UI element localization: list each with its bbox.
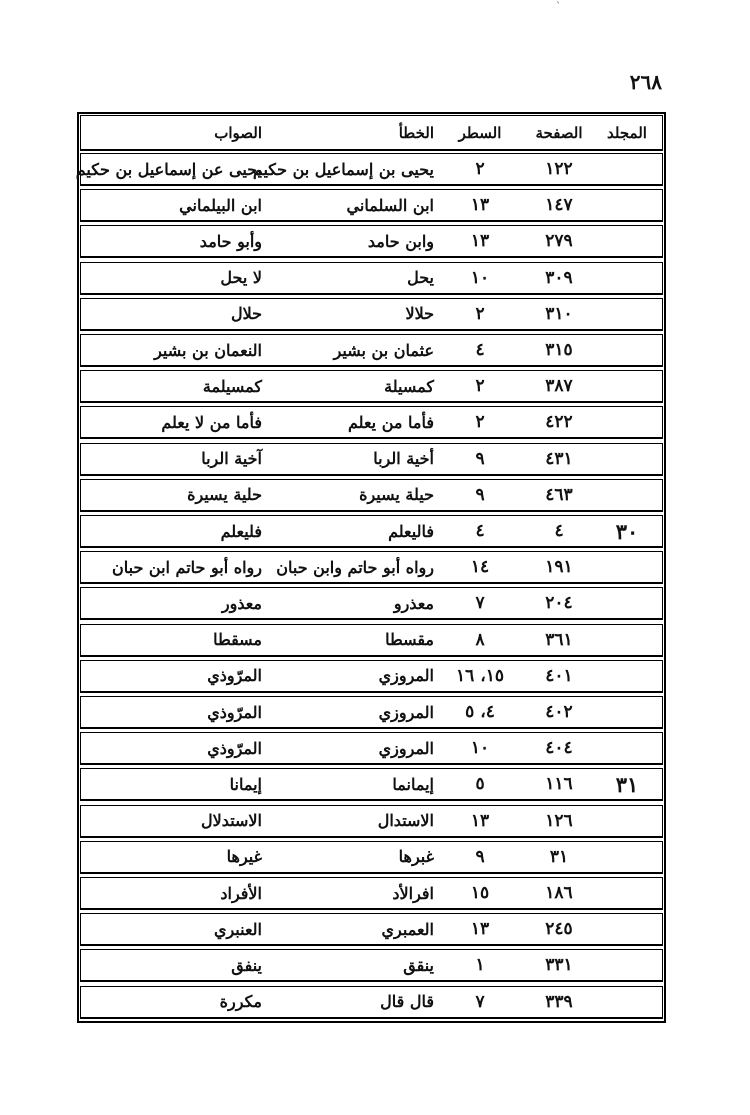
table-row: [80, 189, 663, 222]
table-row: [80, 587, 663, 620]
cell-volume: ٣٠: [615, 518, 639, 544]
cell-volume: [600, 335, 654, 365]
cell-page: ٤٦٣: [545, 484, 573, 505]
table-row: [80, 841, 663, 874]
cell-line: ١٣: [470, 919, 490, 940]
cell-correction: العنبري: [213, 919, 262, 939]
cell-error: فأما من يعلم: [348, 412, 434, 432]
cell-error: قال قال: [380, 992, 434, 1012]
cell-error: ابن السلماني: [346, 195, 434, 215]
cell-correction: المرّوذي: [207, 702, 262, 722]
cell-page: ٣١٠: [545, 303, 573, 324]
cell-line: ١٣: [470, 195, 490, 216]
header-volume: المجلد: [607, 123, 647, 142]
cell-error: الاستدال: [377, 811, 434, 831]
cell-correction: مكررة: [219, 992, 262, 1012]
cell-correction: فأما من لا يعلم: [161, 412, 262, 432]
table-row: [75, 153, 663, 186]
table-row: [80, 768, 663, 801]
cell-page: ١٨٦: [545, 883, 573, 903]
cell-error: عثمان بن بشير: [333, 340, 434, 360]
cell-correction: ينفق: [231, 955, 262, 975]
table-row: [80, 406, 663, 439]
table-row: [80, 225, 663, 258]
cell-line: ٤: [475, 340, 485, 360]
cell-correction: المرّوذي: [207, 666, 262, 686]
cell-page: ١٩١: [545, 557, 573, 578]
table-row: [80, 986, 663, 1019]
cell-volume: [600, 987, 654, 1017]
cell-error: المروزي: [378, 702, 434, 722]
cell-error: يحيى بن إسماعيل بن حكيم: [252, 159, 434, 179]
cell-correction: الأفراد: [220, 883, 262, 903]
table-row: [80, 877, 663, 910]
cell-volume: [600, 480, 654, 510]
table-row: [80, 443, 663, 476]
table-row: [80, 805, 663, 838]
cell-line: ٢: [475, 412, 485, 433]
cell-correction: لا يحل: [220, 268, 262, 288]
table-row: [80, 262, 663, 295]
table-row: [80, 298, 663, 331]
table-row: [80, 696, 663, 729]
header-error: الخطأ: [398, 123, 434, 142]
cell-line: ١٣: [470, 810, 490, 831]
cell-line: ٤، ٥: [465, 702, 495, 722]
cell-page: ١٤٧: [545, 195, 573, 216]
cell-correction: غيرها: [226, 847, 262, 867]
cell-correction: مسقطا: [213, 630, 262, 650]
cell-page: ٣٣١: [545, 955, 573, 976]
cell-line: ١٠: [470, 267, 490, 288]
cell-error: أخية الربا: [373, 449, 434, 469]
scan-mark: ˋ: [556, 2, 561, 13]
cell-line: ٢: [475, 303, 485, 324]
cell-page: ٤٠٢: [545, 702, 573, 722]
cell-error: إيمانما: [392, 774, 434, 794]
cell-volume: [600, 733, 654, 763]
cell-volume: [600, 914, 654, 944]
cell-line: ١٤: [470, 557, 490, 578]
table-row: [80, 913, 663, 946]
cell-page: ٣٦١: [545, 629, 573, 650]
cell-line: ١: [475, 955, 485, 976]
cell-page: ٢٧٩: [545, 231, 573, 252]
cell-page: ٣٣٩: [545, 991, 573, 1012]
cell-line: ٢: [475, 376, 485, 397]
table-row: [80, 551, 663, 584]
cell-line: ٤: [475, 521, 485, 541]
cell-page: ٤٠٤: [545, 738, 573, 759]
cell-correction: ابن البيلماني: [179, 195, 262, 215]
cell-volume: [600, 950, 654, 980]
header-line: السطر: [458, 123, 502, 142]
cell-error: رواه أبو حاتم وابن حبان: [276, 557, 434, 577]
cell-correction: فليعلم: [220, 521, 262, 541]
cell-correction: معذور: [221, 593, 262, 613]
cell-error: وابن حامد: [367, 231, 434, 251]
cell-page: ١٢٢: [545, 159, 573, 179]
cell-volume: ٣١: [615, 771, 639, 797]
table-row: [80, 660, 663, 693]
cell-line: ٩: [475, 484, 485, 505]
cell-line: ٩: [475, 448, 485, 469]
cell-volume: [600, 878, 654, 908]
cell-error: فاليعلم: [388, 521, 434, 541]
cell-correction: وأبو حامد: [199, 231, 262, 251]
cell-page: ٤: [554, 521, 564, 541]
cell-correction: يحيى عن إسماعيل بن حكيم: [75, 159, 262, 179]
page-number: ٢٦٨: [629, 70, 662, 94]
table-row: [80, 334, 663, 367]
cell-volume: [600, 625, 654, 655]
cell-error: حلالا: [405, 304, 434, 324]
cell-correction: النعمان بن بشير: [154, 340, 262, 360]
table-row: [80, 624, 663, 657]
cell-page: ٢٤٥: [545, 919, 573, 940]
cell-page: ٣١: [549, 846, 569, 867]
cell-volume: [600, 552, 654, 582]
cell-error: غبرها: [398, 847, 434, 867]
cell-error: كمسيلة: [384, 376, 434, 396]
cell-volume: [600, 299, 654, 329]
cell-line: ٥: [475, 774, 485, 795]
cell-line: ١٥، ١٦: [456, 665, 504, 686]
cell-line: ١٣: [470, 231, 490, 252]
cell-correction: حلال: [230, 304, 262, 324]
cell-volume: [600, 371, 654, 401]
cell-error: المروزي: [378, 738, 434, 758]
cell-volume: [600, 407, 654, 437]
cell-volume: [600, 842, 654, 872]
table-row: [80, 515, 663, 548]
cell-volume: [600, 588, 654, 618]
header-correction: الصواب: [214, 123, 262, 142]
cell-volume: [600, 263, 654, 293]
cell-error: المروزي: [378, 666, 434, 686]
cell-correction: المرّوذي: [207, 738, 262, 758]
table-row: [80, 479, 663, 512]
cell-volume: [600, 697, 654, 727]
cell-correction: رواه أبو حاتم ابن حبان: [111, 557, 262, 577]
table-row: [80, 949, 663, 982]
cell-page: ٣١٥: [545, 340, 573, 360]
table-header: [80, 115, 663, 151]
cell-error: معذرو: [393, 593, 434, 613]
cell-error: العمبري: [381, 919, 434, 939]
cell-page: ١٢٦: [545, 810, 573, 831]
cell-volume: [600, 154, 654, 184]
cell-volume: [600, 444, 654, 474]
cell-error: حيلة يسيرة: [359, 485, 434, 505]
cell-line: ١٠: [470, 738, 490, 759]
cell-error: مقسطا: [385, 630, 434, 650]
table-row: [80, 732, 663, 765]
cell-volume: [600, 661, 654, 691]
cell-volume: [600, 226, 654, 256]
cell-correction: إيمانا: [229, 774, 262, 794]
cell-page: ٣٨٧: [545, 376, 573, 397]
cell-line: ٧: [475, 991, 485, 1012]
cell-line: ٢: [475, 159, 485, 179]
cell-error: ينقق: [403, 955, 434, 975]
cell-line: ٨: [475, 629, 485, 650]
cell-correction: كمسيلمة: [202, 376, 262, 396]
cell-page: ٢٠٤: [545, 593, 573, 614]
cell-page: ٣٠٩: [545, 267, 573, 288]
cell-correction: حلية يسيرة: [187, 485, 262, 505]
table-row: [80, 370, 663, 403]
header-page: الصفحة: [535, 123, 583, 142]
cell-page: ٤٢٢: [545, 412, 573, 433]
cell-line: ٧: [475, 593, 485, 614]
cell-correction: الاستدلال: [201, 811, 262, 831]
cell-page: ٤٣١: [545, 448, 573, 469]
cell-line: ١٥: [470, 883, 490, 903]
cell-correction: آخية الربا: [201, 449, 262, 469]
cell-line: ٩: [475, 846, 485, 867]
cell-error: افرالأد: [392, 883, 434, 903]
cell-volume: [600, 806, 654, 836]
cell-page: ٤٠١: [545, 665, 573, 686]
cell-error: يحل: [407, 268, 434, 288]
cell-page: ١١٦: [545, 774, 573, 795]
cell-volume: [600, 190, 654, 220]
